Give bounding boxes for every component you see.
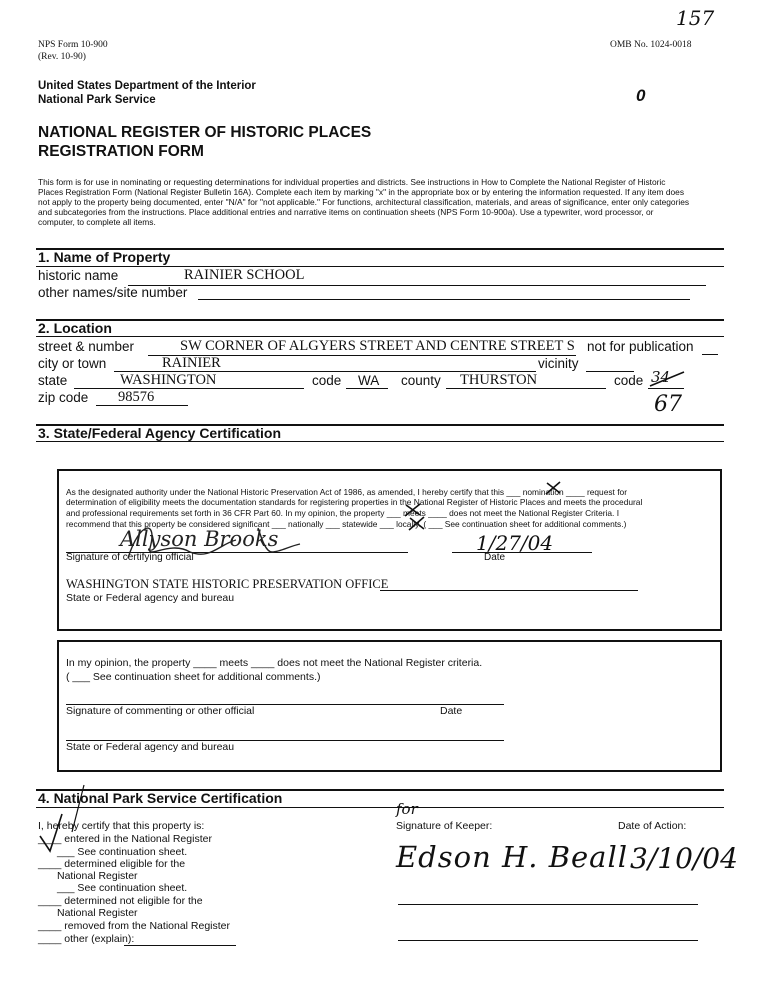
city-value[interactable]: RAINIER [162, 355, 221, 371]
handwritten-number: 157 [676, 6, 715, 30]
cert-signature: Allyson Brooks [120, 527, 279, 551]
department-name: United States Department of the Interior [38, 80, 256, 92]
commenting-date-label: Date [440, 705, 463, 717]
commenting-signature-label: Signature of commenting or other official [66, 705, 255, 717]
nps-eligible[interactable]: ____ determined eligible for the [38, 858, 186, 870]
cert-line-2: determination of eligibility meets the documentation standards for registering properties in the National Register of Historic Places and meets the procedural [66, 497, 643, 507]
opinion-line-2: ( ___ See continuation sheet for additional comments.) [66, 671, 321, 683]
instructions-line-2: Places Registration Form (National Register Bulletin 16A). Complete each item by marking "x" in the appropriate box or by entering the information requested. If any item does [38, 187, 685, 197]
form-title: NATIONAL REGISTER OF HISTORIC PLACES [38, 124, 372, 141]
date-of-action-handwritten: 3/10/04 [630, 842, 738, 875]
keeper-signature-label: Signature of Keeper: [396, 820, 493, 832]
state-label: state [38, 373, 68, 388]
cert-signature-label: Signature of certifying official [66, 552, 194, 563]
not-for-publication-label: not for publication [587, 339, 694, 354]
nps-entered-continuation[interactable]: ___ See continuation sheet. [57, 846, 188, 858]
cert-line-4: recommend that this property be considered significant ___ nationally ___ statewide ___ locally. ( ___ See continuation sheet for additional comments.) [66, 519, 627, 529]
state-value[interactable]: WASHINGTON [120, 372, 217, 388]
instructions-line-5: computer, to complete all items. [38, 217, 156, 227]
street-value[interactable]: SW CORNER OF ALGYERS STREET AND CENTRE STREET S [180, 338, 575, 354]
cert-line-3: and professional requirements set forth in 36 CFR Part 60. In my opinion, the property ___ meets ____ does not meet the National Register Criteria. I [66, 508, 620, 518]
state-code-value[interactable]: WA [358, 373, 380, 388]
instructions-line-1: This form is for use in nominating or requesting determinations for individual properties and districts. See instructions in How to Complete the National Register of Historic [38, 177, 666, 187]
section-1-heading: 1. Name of Property [38, 249, 171, 265]
date-of-action-label: Date of Action: [618, 820, 687, 832]
historic-name-label: historic name [38, 268, 119, 283]
keeper-initials: for [396, 800, 418, 818]
agency2-label: State or Federal agency and bureau [66, 741, 235, 753]
zip-label: zip code [38, 390, 89, 405]
form-subtitle: REGISTRATION FORM [38, 143, 204, 160]
cert-date-handwritten: 1/27/04 [476, 531, 554, 555]
nps-entered[interactable]: ____ entered in the National Register [38, 833, 212, 845]
county-code-label: code [614, 373, 644, 388]
section-4-heading: 4. National Park Service Certification [38, 790, 283, 806]
county-code-handwritten[interactable]: 67 [654, 392, 682, 417]
instructions-line-3: not apply to the property being documented, enter "N/A" for "not applicable." For functions, architectural classification, materials, and areas of significance, enter only categories [38, 197, 690, 207]
city-label: city or town [38, 356, 107, 371]
nps-not-eligible[interactable]: ____ determined not eligible for the [38, 895, 203, 907]
nps-not-eligible-register: National Register [57, 907, 138, 919]
cert-date-label: Date [484, 552, 506, 563]
nps-eligible-continuation[interactable]: ___ See continuation sheet. [57, 882, 188, 894]
service-name: National Park Service [38, 94, 156, 106]
office-name: WASHINGTON STATE HISTORIC PRESERVATION OFFICE [66, 577, 389, 591]
section-2-heading: 2. Location [38, 320, 112, 336]
street-label: street & number [38, 339, 135, 354]
form-number: NPS Form 10-900 [38, 40, 108, 50]
opinion-line-1: In my opinion, the property ____ meets ____ does not meet the National Register criteria. [66, 657, 483, 669]
historic-name-value[interactable]: RAINIER SCHOOL [184, 267, 305, 283]
cert-line-1: As the designated authority under the National Historic Preservation Act of 1986, as amended, I hereby certify that this ___ nomination ____ request for [66, 487, 627, 497]
vicinity-label: vicinity [538, 356, 579, 371]
form-revision: (Rev. 10-90) [38, 52, 86, 62]
county-value[interactable]: THURSTON [460, 372, 538, 388]
agency-label: State or Federal agency and bureau [66, 592, 235, 604]
nps-eligible-register: National Register [57, 870, 138, 882]
county-label: county [401, 373, 441, 388]
other-names-label: other names/site number [38, 285, 188, 300]
omb-number: OMB No. 1024-0018 [610, 40, 692, 50]
instructions-line-4: and subcategories from the instructions. Place additional entries and narrative items on continuation sheets (NPS Form 10-900a). Use a typewriter, word processor, or [38, 207, 654, 217]
state-code-label: code [312, 373, 342, 388]
keeper-signature: Edson H. Beall [396, 840, 629, 874]
nps-cert-intro: I, hereby certify that this property is: [38, 820, 205, 832]
county-code-struck: 34 [651, 368, 671, 386]
section-3-heading: 3. State/Federal Agency Certification [38, 425, 281, 441]
zip-value[interactable]: 98576 [118, 389, 155, 405]
nps-removed[interactable]: ____ removed from the National Register [38, 920, 231, 932]
stamp-zero: 0 [636, 86, 646, 105]
nps-other[interactable]: ____ other (explain): [38, 933, 135, 945]
